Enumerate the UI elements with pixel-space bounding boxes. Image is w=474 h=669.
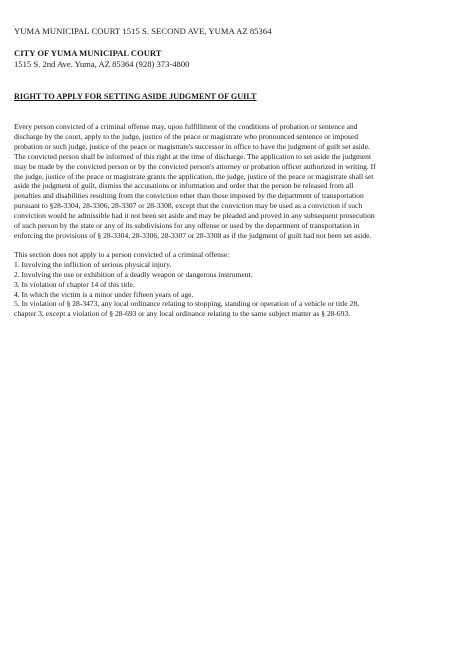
paragraph-line: aside the judgment of guilt, dismiss the accusations or information and order that the person be released from all — [14, 181, 354, 191]
paragraph-line: penalties and disabilities resulting from the conviction other than those imposed by the department of transportation — [14, 191, 364, 201]
paragraph-line: Every person convicted of a criminal offense may, upon fulfillment of the conditions of probation or sentence and — [14, 122, 358, 131]
court-header-line: YUMA MUNICIPAL COURT 1515 S. SECOND AVE, YUMA AZ 85364 — [14, 26, 272, 36]
court-info-block — [14, 48, 462, 70]
exception-item: 5. In violation of § 28-3473, any local ordinance relating to stopping, standing or operation of a vehicle or title 28, — [14, 299, 359, 309]
exception-item: 1. Involving the infliction of serious physical injury. — [14, 259, 172, 269]
court-address: 1515 S. 2nd Ave. Yuma, AZ 85364 (928) 373-4800 — [14, 59, 190, 69]
paragraph-line: The convicted person shall be informed of this right at the time of discharge. The application to set aside the judgment — [14, 151, 372, 161]
paragraph-line: of such person by the state or any of its subdivisions for any offense or used by the department of transportation in — [14, 221, 360, 231]
exceptions-list — [14, 250, 462, 319]
paragraph-line: discharge by the court, apply to the judge, justice of the peace or magistrate who pronounced sentence or imposed — [14, 131, 358, 141]
paragraph-line: probation or such judge, justice of the peace or magistrate's successor in office to have the judgment of guilt set aside. — [14, 141, 370, 151]
court-name: CITY OF YUMA MUNICIPAL COURT — [14, 48, 162, 58]
exception-item: chapter 3, except a violation of § 28-693 or any local ordinance relating to the same subject matter as § 28-693. — [14, 309, 351, 319]
exception-item: 4. In which the victim is a minor under fifteen years of age. — [14, 289, 194, 299]
paragraph-line: pursuant to §28-3304, 28-3306, 28-3307 or 28-3308, except that the conviction may be used as a conviction if such — [14, 201, 363, 211]
paragraph-line: enforcing the provisions of § 28-3304, 28-3306, 28-3307 or 28-3308 as if the judgment of guilt had not been set aside. — [14, 230, 372, 240]
exceptions-intro: This section does not apply to a person convicted of a criminal offense: — [14, 249, 230, 259]
paragraph-line: the judge, justice of the peace or magistrate grants the application, the judge, justice of the peace or magistrate shall set — [14, 171, 374, 181]
document-page — [14, 26, 462, 319]
exception-item: 3. In violation of chapter 14 of this title. — [14, 279, 135, 289]
exception-item: 2. Involving the use or exhibition of a deadly weapon or dangerous instrument. — [14, 269, 253, 279]
document-title: RIGHT TO APPLY FOR SETTING ASIDE JUDGMENT OF GUILT — [14, 92, 257, 101]
paragraph-line: conviction would be admissible had it not been set aside and may be pleaded and proved in any subsequent prosecution — [14, 211, 375, 221]
main-paragraph — [14, 122, 462, 241]
paragraph-line: may be made by the convicted person or by the convicted person's attorney or probation officer authorized in writing. If — [14, 161, 376, 171]
